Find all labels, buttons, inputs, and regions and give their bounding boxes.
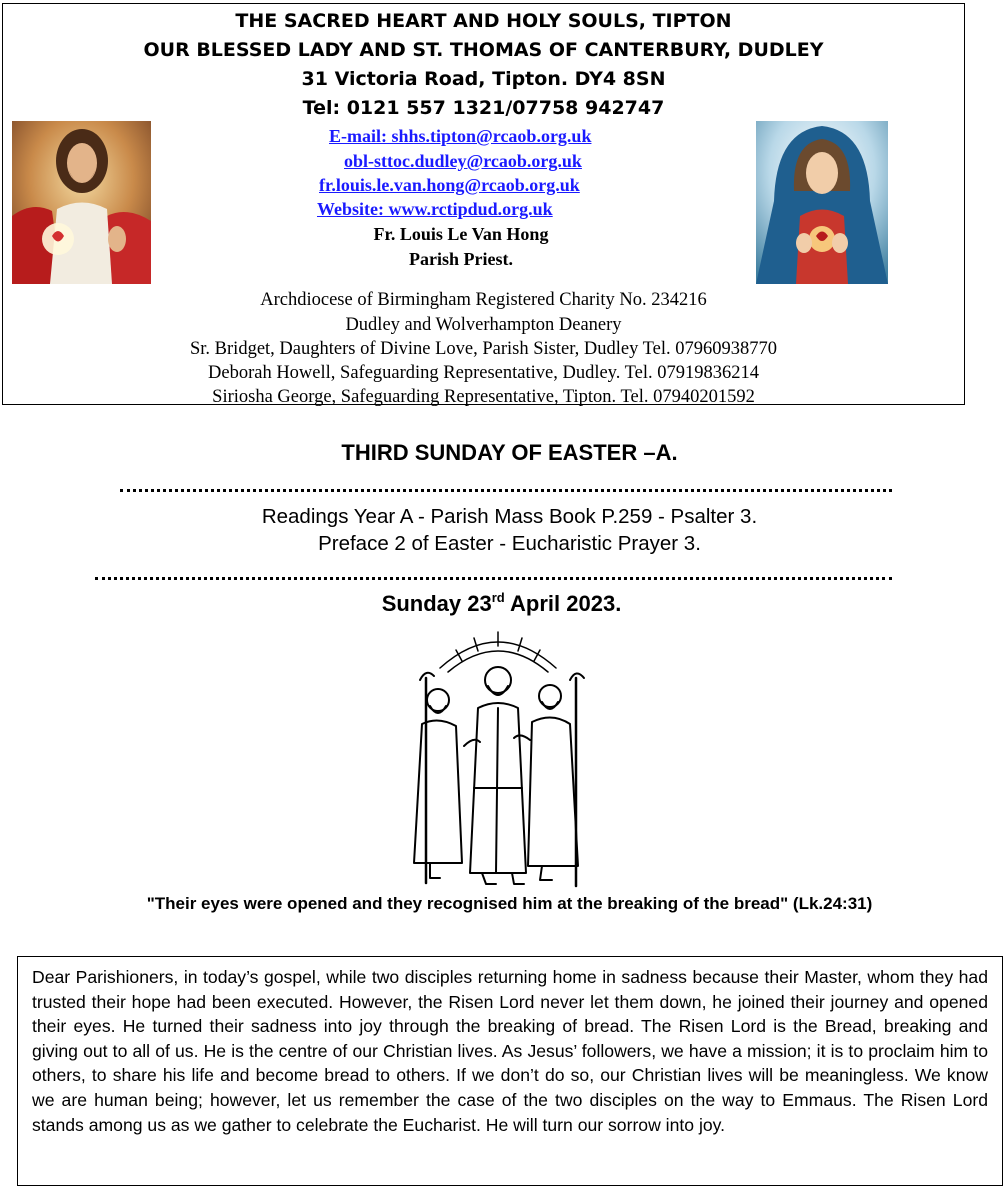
parish-title: THE SACRED HEART AND HOLY SOULS, TIPTON — [235, 10, 732, 32]
website-link[interactable]: Website: www.rctipdud.org.uk — [317, 199, 553, 219]
emmaus-line-drawing — [400, 628, 596, 890]
mass-date-prefix: Sunday 23 — [381, 591, 492, 616]
priest-name: Fr. Louis Le Van Hong — [373, 224, 549, 244]
mass-date — [0, 591, 1003, 617]
safeguarding-tipton-info: Siriosha George, Safeguarding Representative, Tipton. Tel. 07940201592 — [212, 387, 755, 407]
readings-line: Readings Year A - Parish Mass Book P.259 - Psalter 3. — [261, 505, 758, 528]
mass-date-rest: April 2023. — [504, 591, 622, 616]
dotted-divider-bottom — [95, 577, 892, 580]
parish-subtitle: OUR BLESSED LADY AND ST. THOMAS OF CANTERBURY, DUDLEY — [143, 39, 824, 61]
mass-date-ordinal: rd — [491, 590, 505, 605]
sacred-heart-jesus-image — [12, 121, 151, 284]
road-to-emmaus-image — [400, 628, 596, 890]
safeguarding-dudley-info: Deborah Howell, Safeguarding Representative, Dudley. Tel. 07919836214 — [208, 363, 759, 383]
immaculate-heart-mary-image — [756, 121, 888, 284]
email-link-dudley[interactable]: obl-sttoc.dudley@rcaob.org.uk — [344, 151, 582, 171]
preface-line: Preface 2 of Easter - Eucharistic Prayer 3. — [318, 532, 701, 555]
immaculate-heart-mary-illustration — [756, 121, 888, 284]
liturgical-season-title: THIRD SUNDAY OF EASTER –A. — [341, 440, 678, 465]
dotted-divider-top — [120, 489, 892, 492]
sacred-heart-jesus-illustration — [12, 121, 151, 284]
pastoral-message-box — [17, 956, 1003, 1186]
pastoral-message-text: Dear Parishioners, in today’s gospel, while two disciples returning home in sadness because their Master, whom they had trusted their hope had been executed. However, the Risen Lord never let them down, he joined their journey and opened their eyes. He turned their sadness into joy through the breaking of bread. The Risen Lord is the Bread, breaking and giving out to all of us. He is the centre of our Christian lives. As Jesus’ followers, we have a mission; it is to proclaim him to others, to share his life and become bread to others. If we don’t do so, our Christian lives will be meaningless. We know we are human being; however, let us remember the case of the two disciples on the way to Emmaus. The Risen Lord stands among us as we gather to celebrate the Eucharist. He will turn our sorrow into joy. — [32, 967, 988, 1135]
email-link-priest[interactable]: fr.louis.le.van.hong@rcaob.org.uk — [319, 175, 580, 195]
charity-info: Archdiocese of Birmingham Registered Charity No. 234216 — [260, 290, 707, 310]
parish-sister-info: Sr. Bridget, Daughters of Divine Love, Parish Sister, Dudley Tel. 07960938770 — [190, 339, 777, 359]
email-link-tipton[interactable]: E-mail: shhs.tipton@rcaob.org.uk — [329, 126, 592, 146]
scripture-caption: "Their eyes were opened and they recognised him at the breaking of the bread" (Lk.24:31) — [146, 894, 873, 913]
parish-address: 31 Victoria Road, Tipton. DY4 8SN — [301, 68, 666, 90]
parish-telephone: Tel: 0121 557 1321/07758 942747 — [302, 97, 665, 119]
priest-role: Parish Priest. — [409, 249, 513, 269]
deanery-info: Dudley and Wolverhampton Deanery — [345, 315, 622, 335]
